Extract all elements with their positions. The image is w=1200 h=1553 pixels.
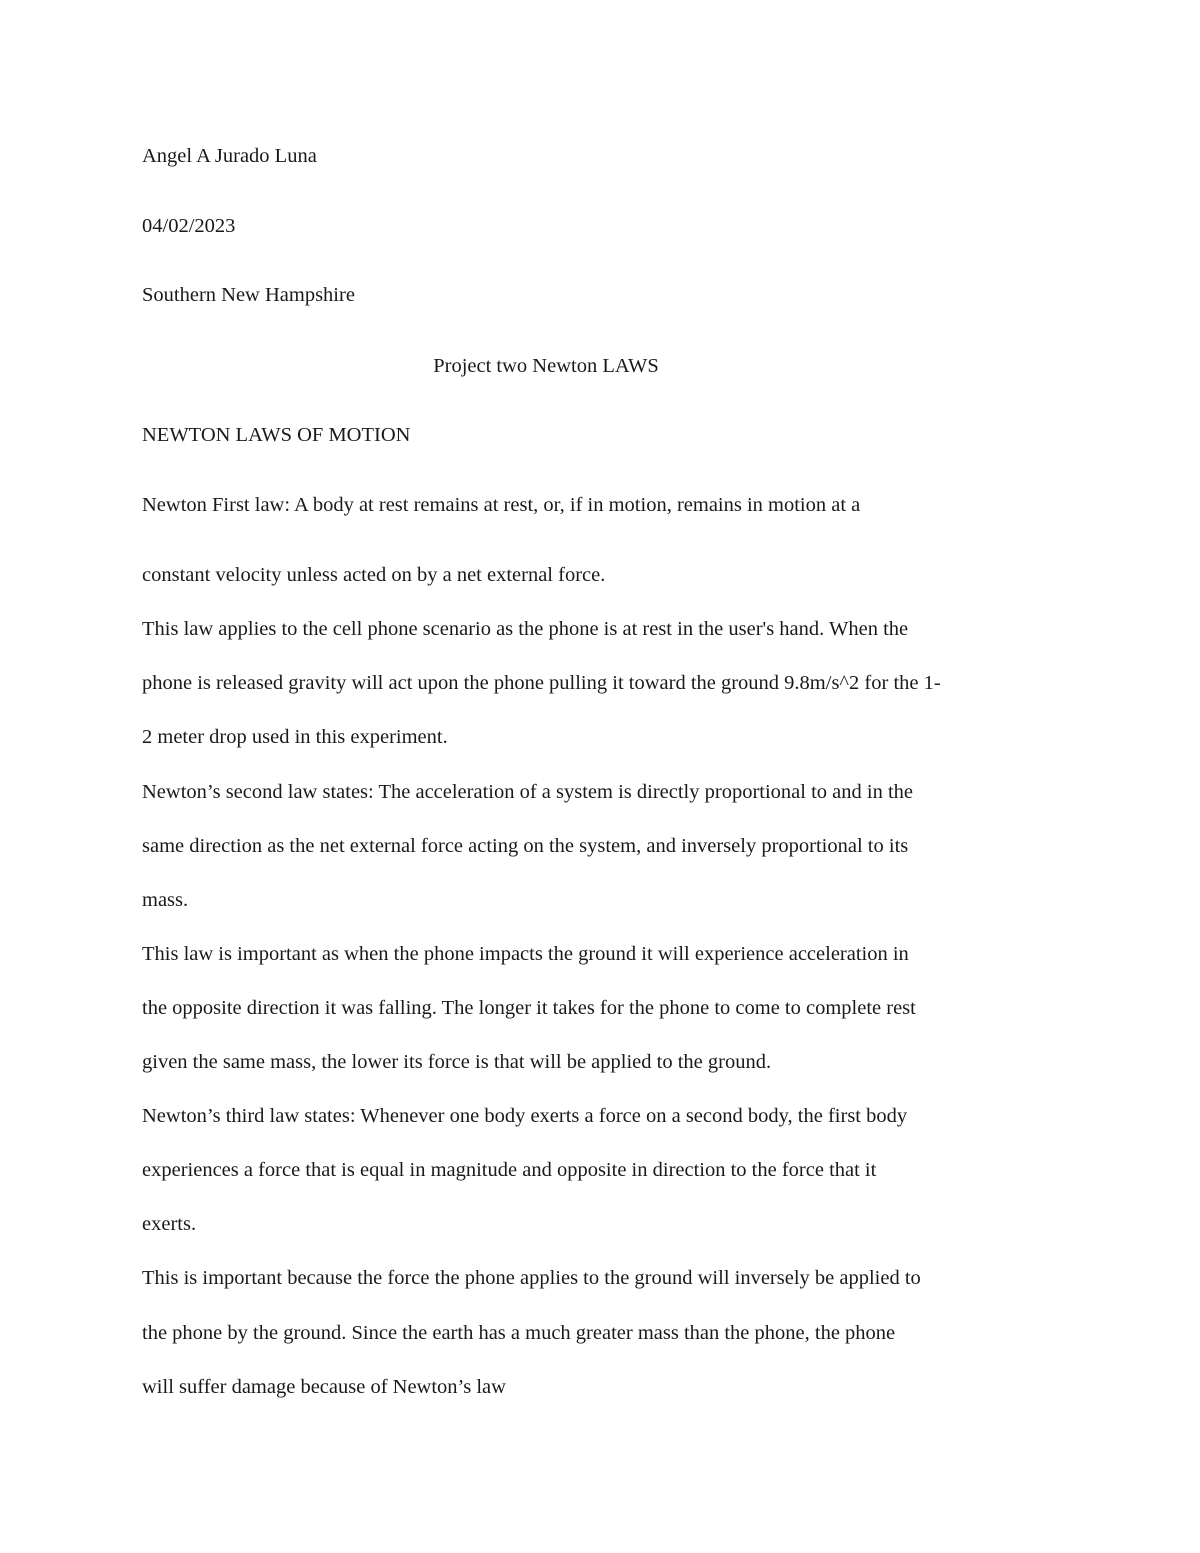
- document-date: 04/02/2023: [142, 215, 236, 237]
- body-line: Newton’s second law states: The acceleration of a system is directly proportional to and in the: [142, 781, 914, 803]
- body-line: experiences a force that is equal in magnitude and opposite in direction to the force that it: [142, 1159, 877, 1181]
- document-title: Project two Newton LAWS: [433, 355, 659, 377]
- body-line: constant velocity unless acted on by a net external force.: [142, 564, 606, 586]
- body-line: Newton’s third law states: Whenever one body exerts a force on a second body, the first body: [142, 1105, 908, 1127]
- body-line: the phone by the ground. Since the earth has a much greater mass than the phone, the phone: [142, 1322, 896, 1344]
- institution-name: Southern New Hampshire: [142, 284, 355, 306]
- body-line: mass.: [142, 889, 189, 911]
- body-line: same direction as the net external force acting on the system, and inversely proportional to its: [142, 835, 909, 857]
- body-line: given the same mass, the lower its force is that will be applied to the ground.: [142, 1051, 772, 1073]
- body-line: This law applies to the cell phone scenario as the phone is at rest in the user's hand. When the: [142, 618, 909, 640]
- body-line: This law is important as when the phone impacts the ground it will experience acceleration in: [142, 943, 909, 965]
- body-line: the opposite direction it was falling. The longer it takes for the phone to come to complete rest: [142, 997, 916, 1019]
- body-line: This is important because the force the phone applies to the ground will inversely be applied to: [142, 1267, 921, 1289]
- body-line: exerts.: [142, 1213, 197, 1235]
- body-line: 2 meter drop used in this experiment.: [142, 726, 448, 748]
- body-line: will suffer damage because of Newton’s law: [142, 1376, 506, 1398]
- section-heading: NEWTON LAWS OF MOTION: [142, 424, 411, 446]
- body-line: phone is released gravity will act upon the phone pulling it toward the ground 9.8m/s^2 for the 1-: [142, 672, 941, 694]
- author-name: Angel A Jurado Luna: [142, 145, 317, 167]
- body-line: Newton First law: A body at rest remains at rest, or, if in motion, remains in motion at a: [142, 494, 861, 516]
